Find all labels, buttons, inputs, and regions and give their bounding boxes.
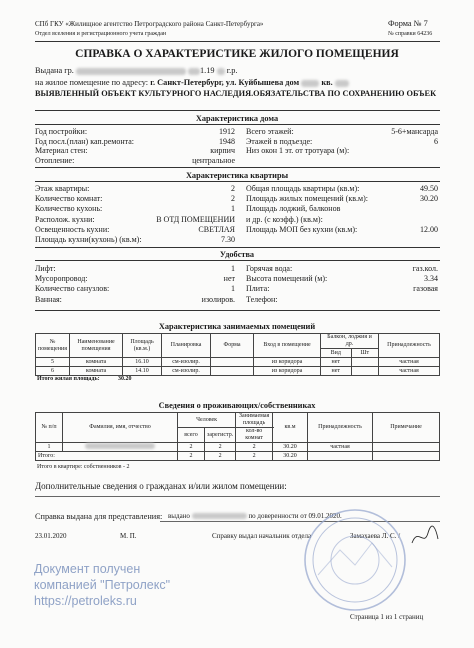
resident-note xyxy=(373,443,440,452)
rooms-section-title: Характеристика занимаемых помещений xyxy=(158,322,316,331)
room-entry: из коридора xyxy=(254,367,321,376)
redacted-house xyxy=(301,80,319,87)
field-label: Освещенность кухни: xyxy=(35,224,110,234)
room-number: 6 xyxy=(36,367,70,376)
apartment-section-title: Характеристика квартиры xyxy=(185,171,289,180)
residents-total-area: 30.20 xyxy=(273,452,308,461)
residents-table xyxy=(35,412,440,461)
watermark xyxy=(34,561,170,609)
field-value: 1 xyxy=(231,264,235,273)
room-number: 5 xyxy=(36,358,70,367)
field-label: Площадь лоджий, балконов xyxy=(246,204,341,214)
rule-1 xyxy=(35,110,440,111)
birth-year: 1.19 xyxy=(200,66,215,75)
field-label: Низ окон 1 эт. от тротуара (м): xyxy=(246,146,350,155)
field-label: Мусоропровод: xyxy=(35,274,88,284)
room-layout: см-изолир. xyxy=(162,367,211,376)
resident-registered: 2 xyxy=(205,443,236,452)
field-value: 1912 xyxy=(219,127,235,136)
resident-total: 2 xyxy=(178,443,205,452)
residents-total-empty xyxy=(308,452,373,461)
redacted-proxy xyxy=(192,513,247,519)
residents-header-cell: Занимаемая площадь xyxy=(236,413,273,428)
official-stamp xyxy=(300,505,410,615)
field-label: Площадь жилых помещений (кв.м): xyxy=(246,194,368,204)
page-counter: Страница 1 из 1 страниц xyxy=(350,613,424,621)
table-row xyxy=(36,452,440,461)
field-value: 5-6+мансарда xyxy=(391,127,438,136)
rooms-header-cell: Вход в помещение xyxy=(254,334,321,358)
field-label: Отопление: xyxy=(35,155,75,165)
residents-section-title: Сведения о проживающих/собственниках xyxy=(158,401,316,410)
room-balcony-count xyxy=(351,358,378,367)
residents-total-count: 2 xyxy=(178,452,205,461)
field-value: 1948 xyxy=(219,136,235,146)
rooms-header-cell: Планировка xyxy=(162,334,211,358)
apartment-owners-total: Итого в квартире: собственников - 2 xyxy=(37,464,130,470)
table-row xyxy=(36,443,440,452)
rooms-total-value: 30.20 xyxy=(118,376,132,382)
field-label: Располож. кухни: xyxy=(35,214,95,224)
field-value: 2 xyxy=(231,184,235,193)
field-label: Площадь МОП без кухни (кв.м): xyxy=(246,224,358,234)
field-label: Горячая вода: xyxy=(246,264,293,273)
field-value: нет xyxy=(223,274,235,284)
field-label: Количество кухонь: xyxy=(35,204,103,214)
resident-index: 1 xyxy=(36,443,63,452)
issued-line xyxy=(35,66,237,75)
room-ownership: частная xyxy=(379,367,440,376)
redacted-day xyxy=(188,68,200,75)
rule-5 xyxy=(35,247,440,248)
field-label: Всего этажей: xyxy=(246,127,294,136)
field-label: Ванная: xyxy=(35,294,62,304)
rule-7 xyxy=(35,310,440,311)
amenities-section-title: Удобства xyxy=(219,250,255,259)
address-line xyxy=(35,78,349,87)
extra-info-line xyxy=(35,496,440,497)
redacted-resident-name xyxy=(85,443,155,449)
field-value: 1 xyxy=(231,284,235,294)
residents-total-empty xyxy=(373,452,440,461)
rooms-table xyxy=(35,333,440,376)
rooms-group-header: Балкон, лоджия и др. xyxy=(321,334,379,349)
table-row xyxy=(36,367,440,376)
field-value: 49.50 xyxy=(420,184,438,193)
field-label: Площадь кухни(кухонь) (кв.м): xyxy=(35,235,142,244)
field-label: Этажей в подъезде: xyxy=(246,136,313,146)
residents-header-cell: Человек xyxy=(178,413,236,428)
resident-rooms: 2 xyxy=(236,443,273,452)
room-form xyxy=(211,367,254,376)
rule-2 xyxy=(35,124,440,125)
field-value: 30.20 xyxy=(420,194,438,204)
rooms-header-cell: Шт xyxy=(351,349,378,358)
field-value: 6 xyxy=(434,136,438,146)
header-rule xyxy=(35,41,440,42)
residents-total-rooms: 2 xyxy=(236,452,273,461)
field-value: газ.кол. xyxy=(412,264,438,273)
rooms-header-cell: Наименование помещения xyxy=(70,334,123,358)
issued-suffix: г.р. xyxy=(226,66,238,75)
address-value: г. Санкт-Петербург, ул. Куйбышева дом xyxy=(150,78,300,87)
field-value: В ОТД ПОМЕЩЕНИИ xyxy=(156,214,235,224)
room-balcony-count xyxy=(351,367,378,376)
address-prefix: на жилое помещение по адресу: xyxy=(35,78,149,87)
document-title: СПРАВКА О ХАРАКТЕРИСТИКЕ ЖИЛОГО ПОМЕЩЕНИЯ xyxy=(75,48,399,60)
heritage-status: ВЫЯВЛЕННЫЙ ОБЪЕКТ КУЛЬТУРНОГО НАСЛЕДИЯ.ОБЯЗАТЕЛЬСТВА ПО СОХРАНЕНИЮ ОБЪЕК xyxy=(35,89,437,98)
field-label: Этаж квартиры: xyxy=(35,184,90,193)
watermark-line-1: Документ получен xyxy=(34,562,141,576)
field-value: 3.34 xyxy=(424,274,438,284)
rooms-header-cell: Принадлежность xyxy=(379,334,440,358)
residents-header-cell: кол-во комнат xyxy=(236,428,273,443)
residents-header-cell: кв.м xyxy=(273,413,308,443)
field-label: Год посл.(план) кап.ремонта: xyxy=(35,136,134,146)
field-label: Год постройки: xyxy=(35,127,88,136)
residents-header-cell: № п/п xyxy=(36,413,63,443)
field-label: Количество комнат: xyxy=(35,194,103,204)
signed-by-label: Справку выдал начальник отдела xyxy=(212,532,312,540)
room-form xyxy=(211,358,254,367)
room-area: 14.10 xyxy=(123,367,162,376)
room-type: комната xyxy=(70,358,123,367)
field-value: изолиров. xyxy=(201,294,235,304)
field-value: 7.30 xyxy=(221,235,235,244)
residents-total-registered: 2 xyxy=(205,452,236,461)
field-label: Плита: xyxy=(246,284,270,294)
room-balcony-type: нет xyxy=(321,367,352,376)
field-label: Высота помещений (м): xyxy=(246,274,328,284)
presented-value: выдано xyxy=(168,512,190,520)
org-name: СПб ГКУ «Жилищное агентство Петроградского района Санкт-Петербурга» xyxy=(35,20,264,28)
field-label: и др. (с коэфф.) (кв.м): xyxy=(246,214,323,224)
issued-prefix: Выдана гр. xyxy=(35,66,74,75)
room-layout: см-изолир. xyxy=(162,358,211,367)
field-value: центральное xyxy=(192,155,235,165)
resident-ownership: частная xyxy=(308,443,373,452)
signature-mark xyxy=(410,523,440,549)
watermark-line-3: https://petroleks.ru xyxy=(34,594,137,608)
watermark-line-2: компанией "Петролекс" xyxy=(34,578,171,592)
field-label: Материал стен: xyxy=(35,146,88,155)
resident-name xyxy=(63,443,178,452)
field-value: СВЕТЛАЯ xyxy=(198,224,235,234)
table-row xyxy=(36,358,440,367)
residents-header-cell: Фамилия, имя, отчество xyxy=(63,413,178,443)
residents-header-cell: зарегистр. xyxy=(205,428,236,443)
field-label: Лифт: xyxy=(35,264,56,273)
residents-header-cell: Принадлежность xyxy=(308,413,373,443)
field-value: кирпич xyxy=(210,146,235,155)
dept-name: Отдел вселения и регистрационного учета граждан xyxy=(35,31,167,37)
issue-date: 23.01.2020 xyxy=(35,532,67,540)
room-entry: из коридора xyxy=(254,358,321,367)
seal-place: М. П. xyxy=(120,532,137,540)
extra-info-label: Дополнительные сведения о гражданах и/или жилом помещении: xyxy=(35,481,287,491)
room-ownership: частная xyxy=(379,358,440,367)
resident-area: 30.20 xyxy=(273,443,308,452)
field-value: 12.00 xyxy=(420,224,438,234)
field-label: Общая площадь квартиры (кв.м): xyxy=(246,184,360,193)
signer-name: Замахаева Л. С. / xyxy=(350,532,401,540)
residents-total-label: Итого: xyxy=(36,452,178,461)
field-label: Телефон: xyxy=(246,294,278,304)
proxy-text: по доверенности от 09.01.2020. xyxy=(248,512,342,520)
room-type: комната xyxy=(70,367,123,376)
rule-3 xyxy=(35,167,440,168)
room-balcony-type: нет xyxy=(321,358,352,367)
rule-6 xyxy=(35,260,440,261)
house-section-title: Характеристика дома xyxy=(195,114,279,123)
field-label: Количество санузлов: xyxy=(35,284,110,294)
redacted-apartment xyxy=(335,80,349,87)
rooms-total-label: Итого жилая площадь: xyxy=(37,376,100,382)
form-number: Форма № 7 xyxy=(388,19,428,28)
residents-header-cell: Примечание xyxy=(373,413,440,443)
presented-label: Справка выдана для представления: xyxy=(35,512,163,521)
rule-4 xyxy=(35,181,440,182)
rooms-header-cell: Площадь (кв.м.) xyxy=(123,334,162,358)
cert-number: № справки 64236 xyxy=(388,31,433,37)
rooms-header-cell: № помещения xyxy=(36,334,70,358)
field-value: газовая xyxy=(413,284,438,294)
apartment-label: кв. xyxy=(321,78,333,87)
field-value: 2 xyxy=(231,194,235,204)
field-value: 1 xyxy=(231,204,235,214)
rooms-header-cell: Вид xyxy=(321,349,352,358)
room-area: 16.10 xyxy=(123,358,162,367)
residents-header-cell: всего xyxy=(178,428,205,443)
rooms-header-cell: Форма xyxy=(211,334,254,358)
redacted-year xyxy=(217,68,225,75)
redacted-name xyxy=(76,68,186,75)
